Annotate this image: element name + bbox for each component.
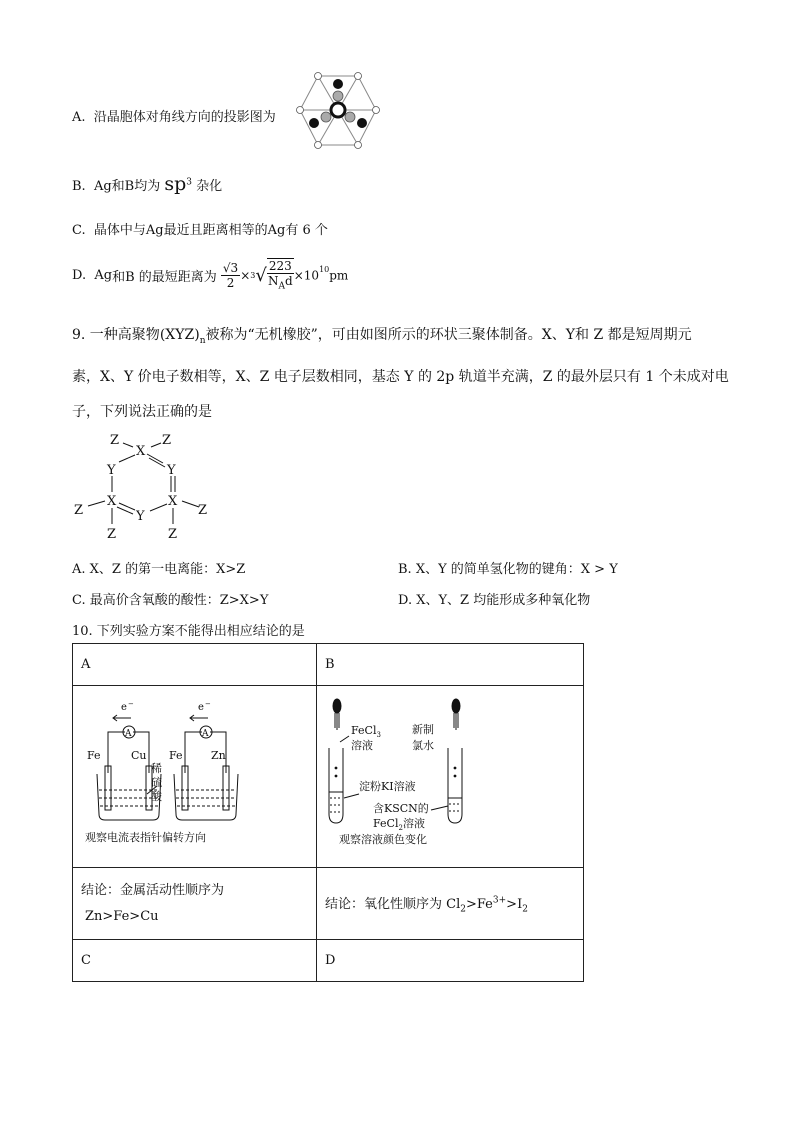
fraction-223-over-nad: $\frac{223}{N_Ad}$ xyxy=(267,259,293,292)
q8-option-b: B. Ag和B均为 $sp^3$ 杂化 xyxy=(72,173,223,195)
cell-a-figure xyxy=(73,686,317,868)
table-row xyxy=(73,686,584,868)
svg-text:−: − xyxy=(205,700,211,708)
q8-option-a: A. 沿晶胞体对角线方向的投影图为 xyxy=(72,110,276,125)
cell-a-header: A xyxy=(73,644,317,686)
svg-text:Zn: Zn xyxy=(211,749,226,762)
svg-text:稀: 稀 xyxy=(151,762,162,775)
galvanic-cells-figure xyxy=(73,686,316,863)
atom-z: Z xyxy=(74,503,84,518)
cell-b-conclusion: 结论：氧化性顺序为 $Cl_2>Fe^{3+}>I_2$ xyxy=(317,868,584,940)
svg-text:溶液: 溶液 xyxy=(351,739,373,752)
svg-text:A: A xyxy=(125,729,132,739)
svg-text:e: e xyxy=(198,702,204,713)
q8-option-c: C. 晶体中与Ag最近且距离相等的Ag有 6 个 xyxy=(72,223,328,238)
q9-option-d: D. X、Y、Z 均能形成多种氧化物 xyxy=(398,593,591,608)
svg-text:A: A xyxy=(202,729,209,739)
svg-text:FeCl2溶液: FeCl$_2$溶液 xyxy=(373,817,425,832)
q10-stem: 10. 下列实验方案不能得出相应结论的是 xyxy=(72,624,305,639)
svg-text:−: − xyxy=(128,700,134,708)
svg-text:新制: 新制 xyxy=(412,723,434,736)
svg-text:观察电流表指针偏转方向: 观察电流表指针偏转方向 xyxy=(85,831,206,844)
svg-text:e: e xyxy=(121,702,127,713)
q9-stem-line3: 子，下列说法正确的是 xyxy=(72,404,212,420)
table-row xyxy=(73,868,584,940)
atom-y: Y xyxy=(136,509,145,524)
atom-y: Y xyxy=(167,463,176,478)
svg-text:观察溶液颜色变化: 观察溶液颜色变化 xyxy=(339,833,427,846)
cyclic-trimer-structure xyxy=(72,430,222,546)
q9-option-a: A. X、Z 的第一电离能：X>Z xyxy=(72,562,246,577)
projection-diagram xyxy=(296,70,380,150)
table-row xyxy=(73,644,584,686)
atom-x: X xyxy=(107,494,117,509)
conclusion-a-line2: Zn>Fe>Cu xyxy=(85,908,159,924)
svg-text:Fe: Fe xyxy=(87,749,101,762)
atom-z: Z xyxy=(107,527,117,542)
atom-x: X xyxy=(168,494,178,509)
q9-stem-line2: 素，X、Y 价电子数相等，X、Z 电子层数相同，基态 Y 的 2p 轨道半充满，Z 的最外层只有 1 个未成对电 xyxy=(72,369,729,385)
svg-text:氯水: 氯水 xyxy=(412,739,434,752)
cell-b-header: B xyxy=(317,644,584,686)
redox-test-figure xyxy=(317,686,583,863)
q9-stem-line1: 9. 一种高聚物$(XYZ)_n$被称为“无机橡胶”，可由如图所示的环状三聚体制备。X、Y和 Z 都是短周期元 xyxy=(72,327,692,346)
q9-option-b: B. X、Y 的简单氢化物的键角：X > Y xyxy=(398,562,618,577)
svg-text:酸: 酸 xyxy=(151,790,162,803)
svg-text:淀粉KI溶液: 淀粉KI溶液 xyxy=(359,780,416,793)
atom-z: Z xyxy=(162,433,172,448)
cell-c-header: C xyxy=(73,940,317,982)
svg-text:硫: 硫 xyxy=(151,776,162,789)
atom-y: Y xyxy=(107,463,116,478)
cell-b-figure xyxy=(317,686,584,868)
atom-z: Z xyxy=(198,503,208,518)
svg-text:FeCl3: FeCl$_3$ xyxy=(351,724,381,739)
cell-a-conclusion xyxy=(73,868,317,940)
radical-icon: √ xyxy=(255,265,267,287)
atom-x: X xyxy=(136,444,146,459)
svg-text:Fe: Fe xyxy=(169,749,183,762)
svg-text:含KSCN的: 含KSCN的 xyxy=(373,802,429,815)
fraction-sqrt3-over-2: $\frac{√3}{2}$ xyxy=(222,261,239,291)
svg-text:Cu: Cu xyxy=(131,749,147,762)
conclusion-a-line1: 结论：金属活动性顺序为 xyxy=(81,882,225,898)
q8-option-d: D. Ag和B 的最短距离为 $\frac{√3}{2}$ ×3√ $\frac{223}{N_Ad}$ $\times 10^{10}pm$ xyxy=(72,259,349,292)
atom-z: Z xyxy=(168,527,178,542)
table-row xyxy=(73,940,584,982)
experiment-table xyxy=(72,643,584,982)
atom-z: Z xyxy=(110,433,120,448)
cell-d-header: D xyxy=(317,940,584,982)
q9-option-c: C. 最高价含氧酸的酸性：Z>X>Y xyxy=(72,593,269,608)
